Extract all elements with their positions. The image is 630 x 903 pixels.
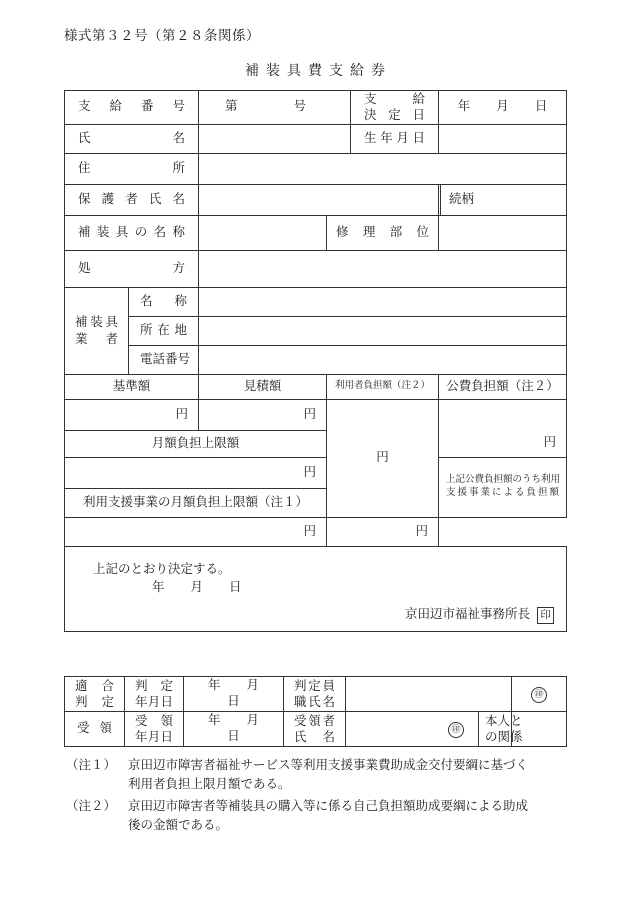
vendor-label-line2: 業 者 bbox=[75, 331, 118, 346]
name-label: 氏名 bbox=[78, 130, 186, 145]
receipt-date-day: 日 bbox=[227, 729, 240, 743]
payment-number-label-cell bbox=[65, 91, 199, 125]
device-name-label: 補装具の名称 bbox=[78, 224, 186, 239]
decision-issuer-row bbox=[405, 607, 554, 624]
relationship-label: 続柄 bbox=[449, 191, 475, 206]
judgment-date-year: 年 bbox=[207, 678, 221, 693]
seal-circle-icon: ㊞ bbox=[531, 687, 547, 703]
user-burden-value[interactable]: 円 bbox=[327, 399, 439, 517]
guardian-label-cell bbox=[65, 184, 199, 215]
relation-to-self-label-cell bbox=[479, 712, 523, 747]
table-row-monthly-cap-value bbox=[65, 457, 567, 488]
judgment-date-label-line1: 判 定 bbox=[135, 678, 173, 693]
form-number: 様式第３２号（第２８条関係） bbox=[64, 28, 260, 43]
judge-name-label-cell bbox=[284, 677, 346, 712]
address-value-cell[interactable] bbox=[199, 153, 567, 184]
support-business-cap-label: 利用支援事業の月額負担上限額（注１） bbox=[65, 488, 327, 517]
note-line: 京田辺市障害者福祉サービス等利用支援事業費助成金交付要綱に基づく bbox=[128, 758, 529, 772]
receipt-date-label-line1: 受 領 bbox=[135, 713, 173, 728]
birthdate-value-cell[interactable] bbox=[439, 124, 567, 153]
name-label-cell bbox=[65, 124, 199, 153]
name-value-cell[interactable] bbox=[199, 124, 351, 153]
vendor-phone-label: 電話番号 bbox=[140, 351, 191, 366]
vendor-name-label: 名称 bbox=[140, 293, 188, 308]
repair-part-label-cell bbox=[327, 215, 439, 250]
monthly-cap-value[interactable]: 円 bbox=[65, 457, 327, 488]
relation-to-self-label-line2: の関係 bbox=[485, 730, 523, 744]
note-line: 後の金額である。 bbox=[128, 818, 229, 833]
receiver-name-label-line2: 氏 名 bbox=[294, 730, 335, 744]
receipt-date-label-cell bbox=[125, 712, 184, 747]
decision-cell bbox=[65, 546, 567, 631]
device-name-label-cell bbox=[65, 215, 199, 250]
receipt-date-year: 年 bbox=[207, 713, 221, 728]
vendor-address-value-cell[interactable] bbox=[199, 316, 567, 345]
repair-part-value-cell[interactable] bbox=[439, 215, 567, 250]
receipt-date-month: 月 bbox=[246, 713, 260, 728]
decision-date[interactable] bbox=[139, 580, 255, 596]
table-row-decision bbox=[65, 546, 567, 631]
decision-date-year: 年 bbox=[457, 99, 471, 114]
table-row-amount-values-1 bbox=[65, 399, 567, 430]
standard-amount-label: 基準額 bbox=[65, 374, 199, 399]
address-label: 住所 bbox=[78, 160, 186, 175]
prescription-label-cell bbox=[65, 250, 199, 287]
payment-number-suffix: 号 bbox=[293, 99, 307, 114]
user-burden-label: 利用者負担額（注２） bbox=[327, 374, 439, 399]
note-body bbox=[128, 797, 586, 836]
seal-circle-icon: ㊞ bbox=[448, 722, 464, 738]
support-cap-value[interactable]: 円 bbox=[65, 517, 327, 546]
payment-number-label: 支給番号 bbox=[78, 99, 186, 114]
table-row-fit-judgment bbox=[65, 677, 567, 712]
public-of-which-label-line2: 支援事業による負担額 bbox=[446, 488, 560, 498]
judgment-date-month: 月 bbox=[246, 678, 260, 693]
table-row-vendor-phone bbox=[65, 345, 567, 374]
decision-date-value-cell[interactable] bbox=[439, 91, 567, 125]
receiver-name-value-cell[interactable] bbox=[346, 712, 479, 747]
vendor-label-cell bbox=[65, 287, 129, 374]
decision-date-label-line1: 支 給 bbox=[364, 92, 426, 106]
birthdate-label: 生年月日 bbox=[364, 130, 426, 145]
judgment-date-day: 日 bbox=[227, 694, 240, 708]
vendor-name-value-cell[interactable] bbox=[199, 287, 567, 316]
table-row-amount-headers bbox=[65, 374, 567, 399]
vendor-label-line1: 補装具 bbox=[75, 315, 118, 330]
device-name-value-cell[interactable] bbox=[199, 215, 327, 250]
payment-number-value-cell[interactable] bbox=[199, 91, 351, 125]
prescription-label: 処方 bbox=[78, 260, 186, 275]
table-row-guardian bbox=[65, 184, 567, 215]
note-line: 利用者負担上限月額である。 bbox=[128, 777, 291, 792]
decision-date-month-label: 月 bbox=[190, 579, 204, 594]
judgment-date-value-cell[interactable] bbox=[184, 677, 284, 712]
receipt-date-value-cell[interactable] bbox=[184, 712, 284, 747]
public-of-which-label-cell bbox=[439, 457, 567, 517]
decision-issuer: 京田辺市福祉事務所長 bbox=[405, 607, 531, 622]
table-row-support-cap-value bbox=[65, 517, 567, 546]
judge-seal-cell[interactable] bbox=[512, 677, 567, 712]
decision-date-day-label: 日 bbox=[229, 579, 242, 594]
decision-date-label-line2: 決定日 bbox=[364, 108, 426, 123]
guardian-name-label: 保護者氏名 bbox=[78, 191, 186, 206]
decision-date-month: 月 bbox=[496, 99, 509, 114]
estimate-amount-value[interactable]: 円 bbox=[199, 399, 327, 430]
receipt-label: 受領 bbox=[77, 721, 112, 736]
vendor-phone-label-cell bbox=[129, 345, 199, 374]
note-label: （注１） bbox=[66, 758, 117, 772]
note-item bbox=[66, 797, 586, 836]
table-row-vendor-address bbox=[65, 316, 567, 345]
address-label-cell bbox=[65, 153, 199, 184]
estimate-amount-label: 見積額 bbox=[199, 374, 327, 399]
note-item bbox=[66, 756, 586, 795]
judge-name-label-line2: 職氏名 bbox=[294, 695, 335, 709]
public-burden-label: 公費負担額（注２） bbox=[439, 374, 567, 399]
guardian-value-cell[interactable] bbox=[199, 184, 439, 215]
seal-icon: 印 bbox=[537, 607, 554, 624]
table-row-receipt bbox=[65, 712, 567, 747]
table-row-vendor-name bbox=[65, 287, 567, 316]
receipt-label-cell bbox=[65, 712, 125, 747]
public-burden-value[interactable]: 円 bbox=[439, 399, 567, 457]
judge-name-label-line1: 判定員 bbox=[294, 678, 335, 693]
note-label: （注２） bbox=[66, 798, 117, 813]
page-title: 補装具費支給券 bbox=[245, 64, 392, 79]
standard-amount-value[interactable]: 円 bbox=[65, 399, 199, 430]
main-form-table bbox=[64, 90, 567, 632]
judge-name-value-cell[interactable] bbox=[346, 677, 512, 712]
birthdate-label-cell bbox=[351, 124, 439, 153]
table-row-device bbox=[65, 215, 567, 250]
public-of-which-label-line1: 上記公費負担額のうち利用 bbox=[446, 475, 561, 486]
receipt-date-label-line2: 年月日 bbox=[135, 730, 173, 744]
public-of-which-value[interactable]: 円 bbox=[327, 517, 439, 546]
vendor-address-label-cell bbox=[129, 316, 199, 345]
decision-date-label-cell bbox=[351, 91, 439, 125]
decision-date-day: 日 bbox=[534, 99, 548, 114]
fit-judgment-label-line2: 判 定 bbox=[75, 695, 114, 709]
payment-number-prefix: 第 bbox=[225, 99, 238, 114]
fit-judgment-label-cell bbox=[65, 677, 125, 712]
table-row-name bbox=[65, 124, 567, 153]
receiver-name-label-cell bbox=[284, 712, 346, 747]
vendor-name-label-cell bbox=[129, 287, 199, 316]
table-row-payment-number bbox=[65, 91, 567, 125]
vendor-address-label: 所在地 bbox=[140, 322, 188, 337]
vendor-phone-value-cell[interactable] bbox=[199, 345, 567, 374]
judgment-table bbox=[64, 676, 567, 747]
prescription-value-cell[interactable] bbox=[199, 250, 567, 287]
receiver-name-label-line1: 受領者 bbox=[294, 713, 335, 728]
note-line: 京田辺市障害者等補装具の購入等に係る自己負担額助成要綱による助成 bbox=[128, 798, 529, 813]
note-body bbox=[128, 756, 586, 795]
relation-to-self-label-line1: 本人と bbox=[485, 713, 523, 728]
decision-date-year-label: 年 bbox=[152, 579, 165, 594]
table-row-prescription bbox=[65, 250, 567, 287]
decision-statement: 上記のとおり決定する。 bbox=[93, 561, 231, 576]
table-row-address bbox=[65, 153, 567, 184]
repair-part-label: 修理部位 bbox=[336, 224, 430, 239]
judgment-date-label-cell bbox=[125, 677, 184, 712]
monthly-cap-label: 月額負担上限額 bbox=[65, 430, 327, 457]
notes-section bbox=[66, 756, 586, 838]
fit-judgment-label-line1: 適 合 bbox=[75, 678, 114, 693]
judgment-date-label-line2: 年月日 bbox=[135, 695, 173, 709]
